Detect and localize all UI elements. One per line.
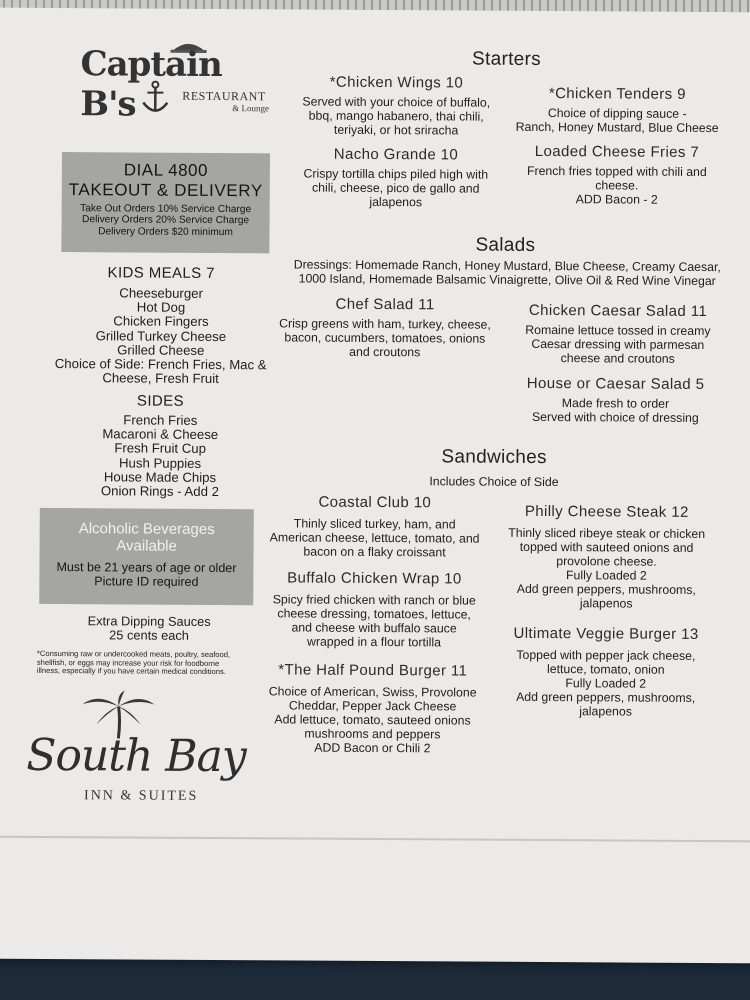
desc-line: Served with choice of dressing [531, 409, 699, 425]
side-item: French Fries [123, 412, 198, 428]
alcohol-title: Alcoholic Beverages [78, 520, 215, 538]
kids-item: Grilled Cheese [117, 342, 205, 358]
side-item: Macaroni & Cheese [102, 426, 219, 443]
desc-line: Ranch, Honey Mustard, Blue Cheese [515, 119, 719, 136]
alcohol-id-note: Picture ID required [94, 574, 199, 589]
kids-item: Cheeseburger [119, 285, 203, 301]
delivery-note: Delivery Orders 20% Service Charge [82, 214, 250, 227]
half-pound-burger-item [254, 661, 491, 755]
alcohol-title-2: Available [116, 537, 177, 555]
takeout-note: Take Out Orders 10% Service Charge [80, 203, 252, 216]
sides-section [46, 392, 275, 500]
starters-title: Starters [472, 48, 542, 70]
south-bay-logo [26, 690, 267, 811]
dressings-line: 1000 Island, Homemade Balsamic Vinaigrette, Olive Oil & Red Wine Vinegar [298, 271, 716, 289]
sandwiches-subtitle: Includes Choice of Side [429, 474, 559, 490]
chef-salad-item [277, 295, 493, 359]
sandwiches-title: Sandwiches [441, 446, 547, 469]
side-item: Hush Puppies [118, 455, 202, 471]
desc-line: Topped with pepper jack cheese, [516, 647, 696, 663]
alcohol-age-note: Must be 21 years of age or older [56, 560, 237, 576]
desc-line: Made fresh to order [561, 396, 670, 411]
desc-line: Choice of dipping sauce - [547, 106, 687, 121]
philly-title: Philly Cheese Steak 12 [524, 502, 689, 521]
coastal-club-item [262, 493, 488, 559]
sides-title: SIDES [136, 392, 185, 410]
desc-line: Thinly sliced turkey, ham, and [293, 516, 456, 532]
chicken-caesar-item [505, 302, 731, 366]
takeout-heading: TAKEOUT & DELIVERY [68, 180, 263, 201]
side-item: Onion Rings - Add 2 [100, 483, 219, 500]
desc-line: Add green peppers, mushrooms, [516, 689, 696, 705]
kids-item: Choice of Side: French Fries, Mac & [54, 356, 267, 373]
veggie-burger-title: Ultimate Veggie Burger 13 [513, 624, 699, 643]
desc-line: bbq, mango habanero, thai chili, [308, 108, 484, 124]
kids-item: Hot Dog [136, 299, 186, 316]
kids-meals-section [47, 264, 276, 387]
dial-number: DIAL 4800 [123, 160, 209, 180]
disclaimer-line: *Consuming raw or undercooked meats, poultry, seafood, [36, 648, 231, 660]
logo-name: Captain B's [80, 44, 222, 125]
desc-line: American cheese, lettuce, tomato, and [269, 530, 480, 546]
chicken-wings-item [288, 73, 504, 137]
dressings-line: Dressings: Homemade Ranch, Honey Mustard, Blue Cheese, Creamy Caesar, [293, 257, 721, 275]
paper-fold-line [0, 836, 750, 843]
veggie-burger-item [493, 625, 720, 719]
salad-dressings [289, 257, 725, 288]
captain-b-logo [80, 36, 280, 125]
extra-sauces-label: Extra Dipping Sauces [87, 613, 211, 629]
desc-line: mushrooms and peppers [304, 726, 441, 742]
top-border-strip [0, 0, 750, 12]
desc-line: Served with your choice of buffalo, [302, 94, 491, 110]
food-safety-disclaimer [37, 650, 277, 677]
logo-lounge: & Lounge [232, 103, 270, 114]
desc-line: jalapenos [579, 596, 633, 611]
desc-line: chili, cheese, pico de gallo and [311, 180, 480, 196]
kids-item: Grilled Turkey Cheese [95, 327, 227, 344]
side-item: House Made Chips [103, 469, 217, 485]
south-bay-sub: INN & SUITES [84, 788, 199, 804]
desc-line: bacon, cucumbers, tomatoes, onions [284, 330, 486, 346]
half-pound-title: *The Half Pound Burger 11 [278, 661, 468, 680]
chicken-wings-title: *Chicken Wings 10 [329, 73, 464, 92]
desc-line: Thinly sliced ribeye steak or chicken [508, 525, 706, 541]
kids-meals-title: KIDS MEALS 7 [107, 264, 215, 282]
desc-line: cheese dressing, tomatoes, lettuce, [277, 606, 471, 622]
desc-line: cheese. [595, 178, 639, 193]
loaded-fries-item [504, 143, 730, 207]
desc-line: Cheddar, Pepper Jack Cheese [288, 698, 457, 714]
desc-line: Crispy tortilla chips piled high with [303, 166, 489, 182]
desc-line: cheese and croutons [560, 351, 675, 366]
desc-line: bacon on a flaky croissant [303, 544, 446, 560]
desc-line: Fully Loaded 2 [565, 676, 647, 691]
disclaimer-line: shellfish, or eggs may increase your risk for foodborne [36, 657, 220, 668]
chicken-caesar-title: Chicken Caesar Salad 11 [528, 301, 708, 321]
desc-line: provolone cheese. [556, 554, 657, 569]
chef-salad-title: Chef Salad 11 [335, 295, 435, 314]
disclaimer-line: illness, especially if you have certain medical conditions. [36, 666, 226, 677]
nacho-grande-title: Nacho Grande 10 [333, 145, 459, 164]
desc-line: ADD Bacon - 2 [575, 192, 658, 207]
alcohol-box [39, 508, 254, 605]
kids-item: Cheese, Fresh Fruit [102, 370, 219, 387]
kids-item: Chicken Fingers [113, 313, 209, 330]
desc-line: ADD Bacon or Chili 2 [314, 740, 431, 756]
desc-line: Fully Loaded 2 [566, 568, 647, 583]
desc-line: topped with sauteed onions and [519, 539, 694, 555]
coastal-club-title: Coastal Club 10 [318, 493, 432, 512]
desc-line: Romaine lettuce tossed in creamy [525, 322, 711, 339]
chicken-tenders-title: *Chicken Tenders 9 [548, 85, 686, 103]
chicken-tenders-item [504, 85, 730, 135]
extra-sauces [45, 614, 253, 642]
desc-line: jalapenos [579, 704, 632, 719]
philly-cheese-steak-item [493, 503, 720, 611]
desc-line: jalapenos [369, 194, 423, 210]
desc-line: Caesar dressing with parmesan [531, 336, 705, 352]
salads-title: Salads [475, 234, 536, 256]
desc-line: Add lettuce, tomato, sauteed onions [274, 712, 471, 728]
delivery-minimum-note: Delivery Orders $20 minimum [98, 226, 233, 238]
nacho-grande-item [288, 145, 504, 209]
side-item: Fresh Fruit Cup [114, 440, 207, 457]
desc-line: teriyaki, or hot sriracha [333, 122, 459, 138]
takeout-box [61, 152, 270, 253]
house-caesar-title: House or Caesar Salad 5 [526, 374, 705, 393]
extra-sauces-price: 25 cents each [109, 626, 189, 643]
anchor-icon [140, 81, 170, 115]
loaded-fries-title: Loaded Cheese Fries 7 [534, 142, 700, 161]
desc-line: Choice of American, Swiss, Provolone [268, 684, 477, 700]
desc-line: and cheese with buffalo sauce [291, 620, 457, 636]
house-caesar-item [502, 375, 728, 425]
buffalo-wrap-title: Buffalo Chicken Wrap 10 [287, 569, 462, 588]
desc-line: French fries topped with chili and [526, 163, 707, 179]
desc-line: Spicy fried chicken with ranch or blue [272, 592, 476, 608]
logo-restaurant: RESTAURANT [182, 88, 266, 104]
buffalo-wrap-item [261, 569, 487, 649]
desc-line: Add green peppers, mushrooms, [516, 581, 696, 597]
desc-line: Crisp greens with ham, turkey, cheese, [279, 316, 491, 332]
south-bay-name: South Bay [26, 729, 246, 783]
desc-line: and croutons [349, 344, 421, 360]
desc-line: wrapped in a flour tortilla [306, 634, 442, 650]
desc-line: lettuce, tomato, onion [546, 662, 665, 677]
